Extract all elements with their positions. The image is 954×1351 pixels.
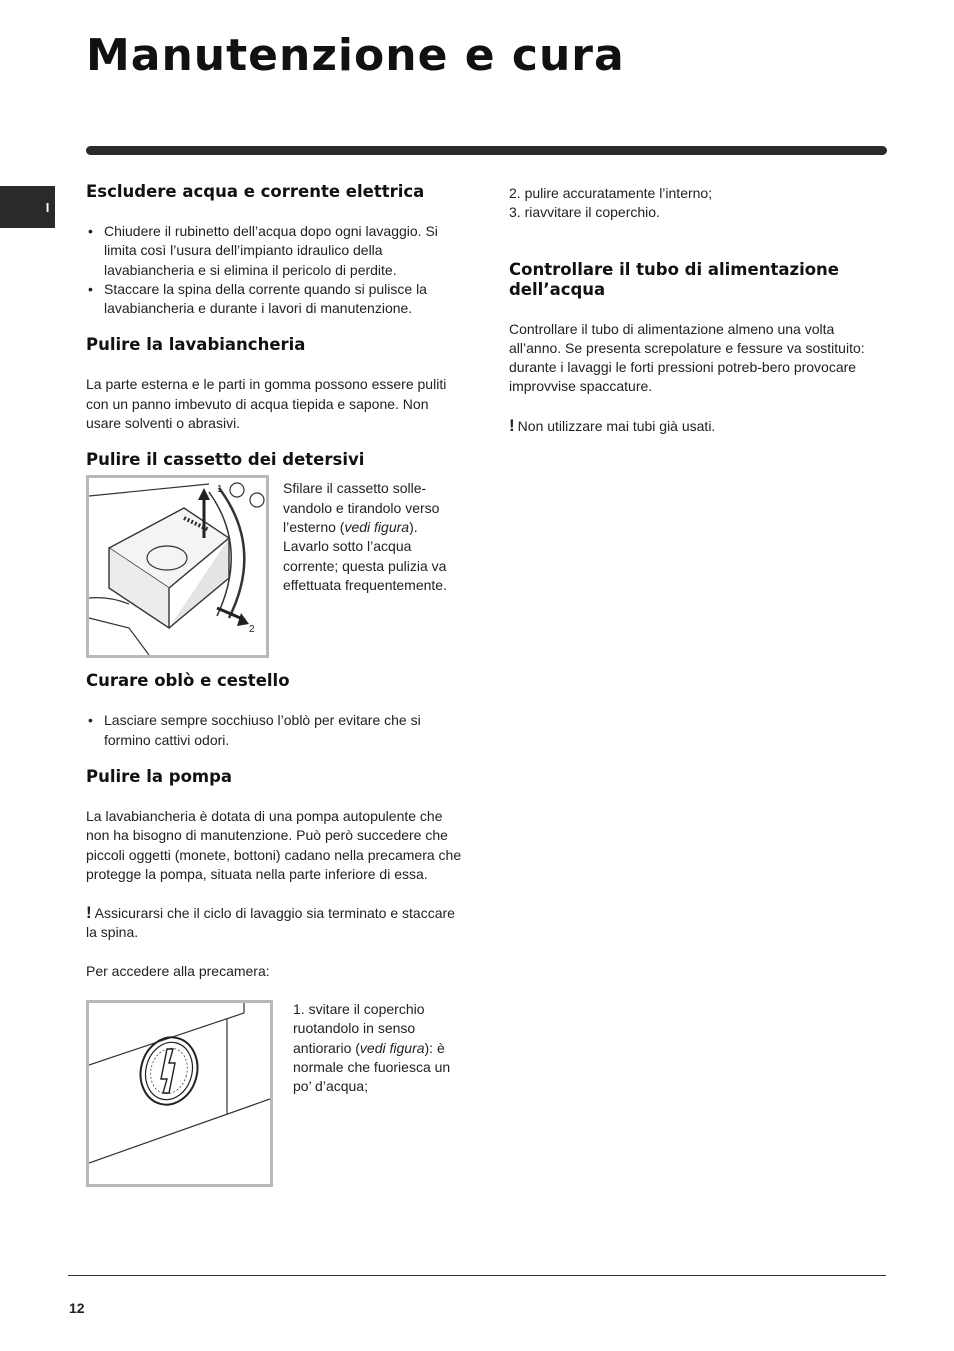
pump-step-1: 1. svitare il coperchio ruotandolo in senso antiorario (vedi figura): è normale che fuoriesca un po’ d’acqua;	[293, 1001, 451, 1095]
list-item: • Staccare la spina della corrente quando si pulisce la lavabiancheria e durante i lavori di manutenzione.	[86, 280, 466, 319]
paragraph: Controllare il tubo di alimentazione almeno una volta all’anno. Se presenta screpolature e fessure va sostituito: durante i lavaggi le forti pressioni potreb-bero provocare improvvise spaccature.	[509, 320, 865, 395]
pump-cover-figure	[86, 1000, 273, 1187]
paragraph: La lavabiancheria è dotata di una pompa autopulente che non ha bisogno di manutenzione. Può però succedere che piccoli oggetti (monete, bottoni) cadano nella precamera che protegge la pompa, situata nella parte inferiore di essa.	[86, 807, 462, 882]
section-disconnect	[86, 182, 466, 318]
section-heading: Curare oblò e cestello	[86, 671, 290, 691]
pump-step-3: 3. riavvitare il coperchio.	[509, 204, 660, 221]
list-item: • Chiudere il rubinetto dell’acqua dopo ogni lavaggio. Si limita così l’usura dell’impianto idraulico della lavabiancheria e si elimina il pericolo di perdite.	[86, 222, 466, 280]
bullet-list	[86, 711, 466, 750]
bullet-list	[86, 222, 466, 318]
section-heading: Pulire la pompa	[86, 766, 233, 786]
title-divider	[86, 146, 887, 155]
drawer-figure	[86, 475, 269, 658]
section-heading: Pulire la lavabiancheria	[86, 335, 306, 355]
section-heading: Controllare il tubo di alimentazione dell’acqua	[509, 259, 839, 299]
list-item: • Lasciare sempre socchiuso l’oblò per evitare che si formino cattivi odori.	[86, 711, 466, 750]
paragraph: Per accedere alla precamera:	[86, 962, 270, 979]
section-water-hose	[509, 260, 887, 436]
section-detergent-drawer	[86, 450, 466, 658]
language-tab: I	[0, 186, 55, 228]
warning-note: ! Assicurarsi che il ciclo di lavaggio sia terminato e staccare la spina.	[86, 903, 455, 941]
paragraph: La parte esterna e le parti in gomma possono essere puliti con un panno imbevuto di acqua tiepida e sapone. Non usare solventi o abrasivi.	[86, 376, 447, 432]
left-column	[86, 180, 466, 1187]
pump-cover-illustration	[89, 1003, 270, 1184]
drawer-instructions: Sfilare il cassetto solle-vandolo e tirandolo verso l’esterno (vedi figura). Lavarlo sotto l’acqua corrente; questa pulizia va effettuata frequentemente.	[283, 480, 447, 593]
right-column	[509, 184, 887, 436]
section-heading: Escludere acqua e corrente elettrica	[86, 182, 425, 201]
section-pump	[86, 767, 466, 1187]
section-clean-washer	[86, 335, 466, 433]
drawer-illustration	[89, 478, 266, 655]
figure-label: 2	[249, 624, 255, 636]
warning-icon: !	[509, 415, 515, 435]
pump-step-2: 2. pulire accuratamente l’interno;	[509, 185, 713, 201]
warning-note: ! Non utilizzare mai tubi già usati.	[509, 415, 716, 435]
section-heading: Pulire il cassetto dei detersivi	[86, 450, 365, 470]
footer-divider	[68, 1275, 886, 1276]
section-door-drum	[86, 671, 466, 750]
warning-icon: !	[86, 903, 92, 923]
page-number: 12	[69, 1300, 85, 1316]
page-title: Manutenzione e cura	[86, 30, 625, 81]
figure-label: 1	[217, 484, 223, 496]
